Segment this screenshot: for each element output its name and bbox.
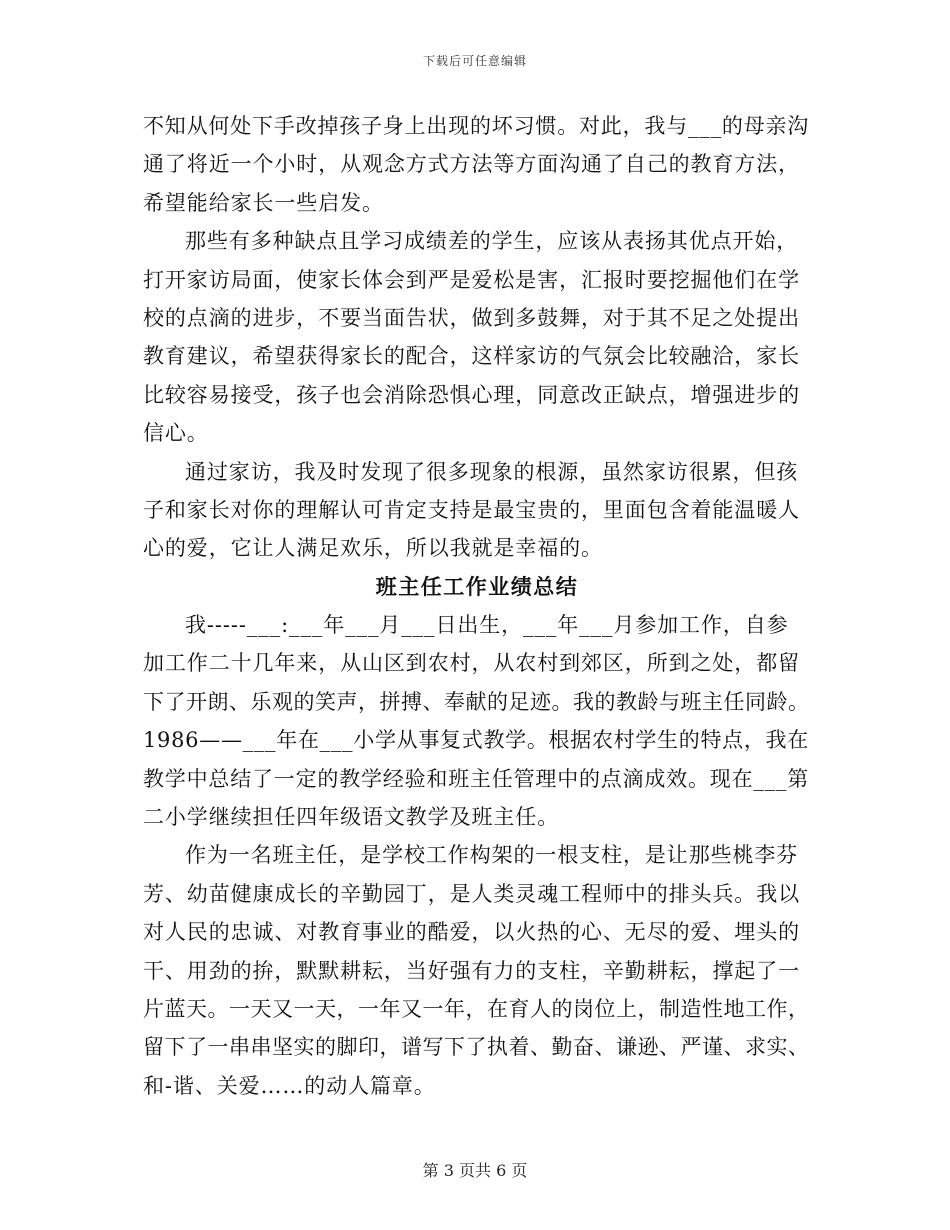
page-number-footer: 第 3 页共 6 页 [422,1161,528,1180]
text-line: 心的爱，它让人满足欢乐，所以我就是幸福的。 [143,536,603,561]
text-line: 下了开朗、乐观的笑声，拼搏、奉献的足迹。我的教龄与班主任同龄。 [143,689,810,714]
text-line: 校的点滴的进步，不要当面告状，做到多鼓舞，对于其不足之处提出 [143,305,800,330]
text-line: 希望能给家长一些启发。 [143,190,384,215]
text-line: 芳、幼苗健康成长的辛勤园丁，是人类灵魂工程师中的排头兵。我以 [143,881,800,906]
text-line: 子和家长对你的理解认可肯定支持是最宝贵的，里面包含着能温暖人 [143,497,800,522]
paragraph-first-line: 我-----___:___年___月___日出生，___年___月参加工作，自参 [185,613,789,638]
document-body [143,107,811,1105]
paragraph-first-line: 作为一名班主任，是学校工作构架的一根支柱，是让那些桃李芬 [185,843,799,868]
text-line: 不知从何处下手改掉孩子身上出现的坏习惯。对此，我与___的母亲沟 [143,114,810,138]
text-line: 和-谐、关爱……的动人篇章。 [143,1073,436,1098]
text-line: 对人民的忠诚、对教育事业的酷爱，以火热的心、无尽的爱、埋头的 [143,920,800,945]
page-header: 下载后可任意编辑 [422,54,527,68]
paragraph-first-line: 那些有多种缺点且学习成绩差的学生，应该从表扬其优点开始， [185,229,799,254]
text-line: 教学中总结了一定的教学经验和班主任管理中的点滴成效。现在___第 [143,766,810,791]
text-line: 打开家访局面，使家长体会到严是爱松是害，汇报时要挖掘他们在学 [143,267,800,292]
text-line: 教育建议，希望获得家长的配合，这样家访的气氛会比较融洽，家长 [143,344,800,369]
text-line: 1986——___年在___小学从事复式教学。根据农村学生的特点，我在 [143,728,809,753]
text-line: 加工作二十几年来，从山区到农村，从农村到郊区，所到之处，都留 [143,651,800,676]
text-line: 二小学继续担任四年级语文教学及班主任。 [143,805,560,830]
section-heading: 班主任工作业绩总结 [375,574,579,599]
text-line: 片蓝天。一天又一天，一年又一年，在育人的岗位上，制造性地工作， [143,996,810,1021]
text-line: 信心。 [143,421,209,446]
paragraph-first-line: 通过家访，我及时发现了很多现象的根源，虽然家访很累，但孩 [185,459,799,484]
text-line: 比较容易接受，孩子也会消除恐惧心理，同意改正缺点，增强进步的 [143,382,800,407]
text-line: 干、用劲的拚，默默耕耘，当好强有力的支柱，辛勤耕耘，撑起了一 [143,958,800,983]
text-line: 通了将近一个小时，从观念方式方法等方面沟通了自己的教育方法， [143,152,800,177]
text-line: 留下了一串串坚实的脚印，谱写下了执着、勤奋、谦逊、严谨、求实、 [143,1035,810,1060]
